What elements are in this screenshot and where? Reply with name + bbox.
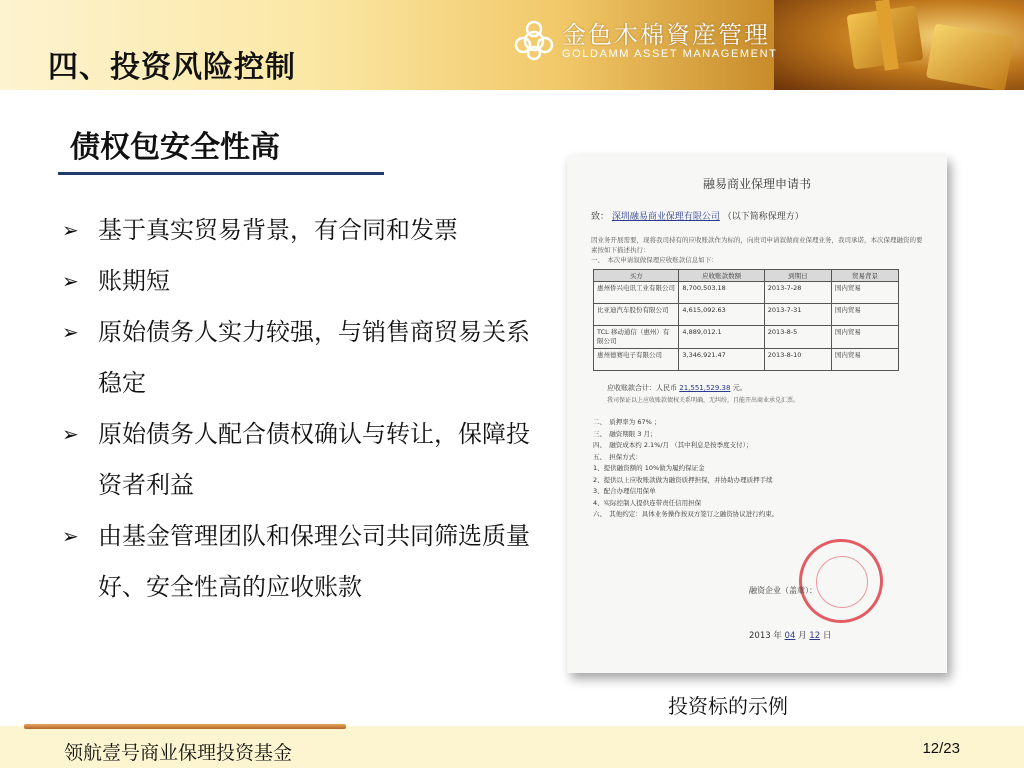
receivables-table — [593, 269, 899, 371]
table-cell: 惠州德赛电子有限公司 — [594, 349, 679, 371]
term-line: 三、 融资期限 3 月； — [593, 429, 657, 438]
section-one-text: 一、 本次申请叙做保理应收账款信息如下： — [591, 256, 718, 264]
image-caption: 投资标的示例 — [668, 694, 788, 718]
table-cell: 惠州侨兴电讯工业有限公司 — [594, 282, 679, 304]
page-number: 12/23 — [922, 740, 960, 757]
table-cell: 8,700,503.18 — [679, 282, 764, 304]
guarantee-note: 我司保证以上应收账款债权关系明确，无纠纷，且能开出商业承兑汇票。 — [607, 397, 800, 404]
table-cell: 国内贸易 — [831, 326, 898, 349]
arrow-bullet-icon: ➢ — [62, 218, 79, 242]
table-cell: 2013-8-10 — [764, 349, 831, 371]
table-cell: 2013-7-31 — [764, 304, 831, 326]
table-header: 应收账款数额 — [679, 270, 764, 282]
bullet-item — [60, 409, 540, 511]
table-cell: 2013-8-5 — [764, 326, 831, 349]
table-cell: 国内贸易 — [831, 349, 898, 371]
term-line: 4、实际控制人提供连带责任信用担保 — [593, 498, 702, 507]
table-cell: 4,615,092.63 — [679, 304, 764, 326]
date-day: 12 — [809, 631, 821, 641]
term-line: 四、 融资成本约 2.1%/月 （其中利息是按季度支付）； — [593, 441, 753, 449]
bullet-text: 账期短 — [98, 267, 170, 295]
company-logo — [512, 18, 777, 64]
term-line: 六、 其他约定：具体业务操作按双方签订之融资协议进行约束。 — [593, 510, 779, 518]
document-date — [749, 629, 831, 641]
table-cell: TCL 移动通信（惠州）有限公司 — [594, 326, 679, 349]
document-title: 融易商业保理申请书 — [702, 177, 811, 191]
term-line: 2、提供以上应收账款做为融资质押担保，并协助办理质押手续 — [593, 475, 773, 484]
kapok-flower-icon — [512, 19, 556, 63]
term-line: 二、 质押率为 67% ； — [593, 418, 661, 426]
date-month: 04 — [784, 631, 796, 641]
logo-english-name: GOLDAMM ASSET MANAGEMENT — [562, 48, 778, 60]
arrow-bullet-icon: ➢ — [62, 524, 79, 548]
addressee-company: 深圳融易商业保理有限公司 — [611, 212, 720, 222]
bullet-text: 基于真实贸易背景，有合同和发票 — [98, 216, 458, 244]
application-document-image — [567, 155, 947, 673]
arrow-bullet-icon: ➢ — [62, 320, 79, 344]
intro-text: 因业务开展需要，现将我司持有的应收账款作为标的，向贵司申请叙做商业保理业务，我司承诺，本次保理融资的要素按如下描述执行： — [591, 236, 923, 254]
table-cell: 比亚迪汽车股份有限公司 — [594, 304, 679, 326]
bullet-text: 原始债务人配合债权确认与转让，保障投资者利益 — [98, 420, 530, 499]
arrow-bullet-icon: ➢ — [62, 269, 79, 293]
table-header: 到期日 — [764, 270, 831, 282]
slide-title: 四、投资风险控制 — [48, 50, 296, 85]
document-addressee — [591, 209, 804, 222]
arrow-bullet-icon: ➢ — [62, 422, 79, 446]
table-row — [594, 326, 899, 349]
total-unit: 元。 — [732, 384, 747, 392]
subtitle-underline — [58, 172, 384, 175]
table-cell: 2013-7-28 — [764, 282, 831, 304]
receivables-total — [607, 383, 747, 393]
signature-line: 融资企业（盖章）： — [749, 586, 817, 595]
table-cell: 国内贸易 — [831, 304, 898, 326]
addressee-suffix: （以下简称保理方） — [722, 212, 804, 222]
bullet-list — [60, 205, 540, 613]
fund-name: 领航壹号商业保理投资基金 — [64, 742, 293, 764]
section-subtitle: 债权包安全性高 — [70, 130, 280, 165]
footer-accent-rule — [24, 724, 346, 729]
total-label: 应收账款合计：人民币 — [607, 384, 677, 392]
bullet-item — [60, 307, 540, 409]
bullet-item — [60, 511, 540, 613]
table-cell: 4,889,012.1 — [679, 326, 764, 349]
term-line: 五、 担保方式： — [593, 452, 642, 461]
bullet-text: 原始债务人实力较强，与销售商贸易关系稳定 — [98, 318, 530, 397]
table-cell: 3,346,921.47 — [679, 349, 764, 371]
term-line: 3、配合办理信用保单 — [593, 487, 656, 495]
date-month-unit: 月 — [798, 631, 807, 641]
bullet-text: 由基金管理团队和保理公司共同筛选质量好、安全性高的应收账款 — [98, 522, 530, 601]
company-seal-stamp — [799, 539, 883, 623]
bullet-item — [60, 205, 540, 256]
table-cell: 国内贸易 — [831, 282, 898, 304]
date-year: 2013 年 — [749, 631, 782, 641]
table-header: 贸易背景 — [831, 270, 898, 282]
date-day-unit: 日 — [822, 631, 832, 641]
addressee-prefix: 致： — [591, 212, 610, 222]
table-header: 买方 — [594, 270, 679, 282]
total-value: 21,551,529.38 — [679, 384, 731, 392]
table-row — [594, 304, 899, 326]
logo-chinese-name: 金色木棉資産管理 — [562, 21, 770, 49]
document-intro — [591, 235, 927, 265]
financing-terms — [593, 417, 923, 521]
term-line: 1、提供融资额的 10%做为履约保证金 — [593, 464, 705, 472]
table-row — [594, 349, 899, 371]
bullet-item — [60, 256, 540, 307]
table-row — [594, 282, 899, 304]
